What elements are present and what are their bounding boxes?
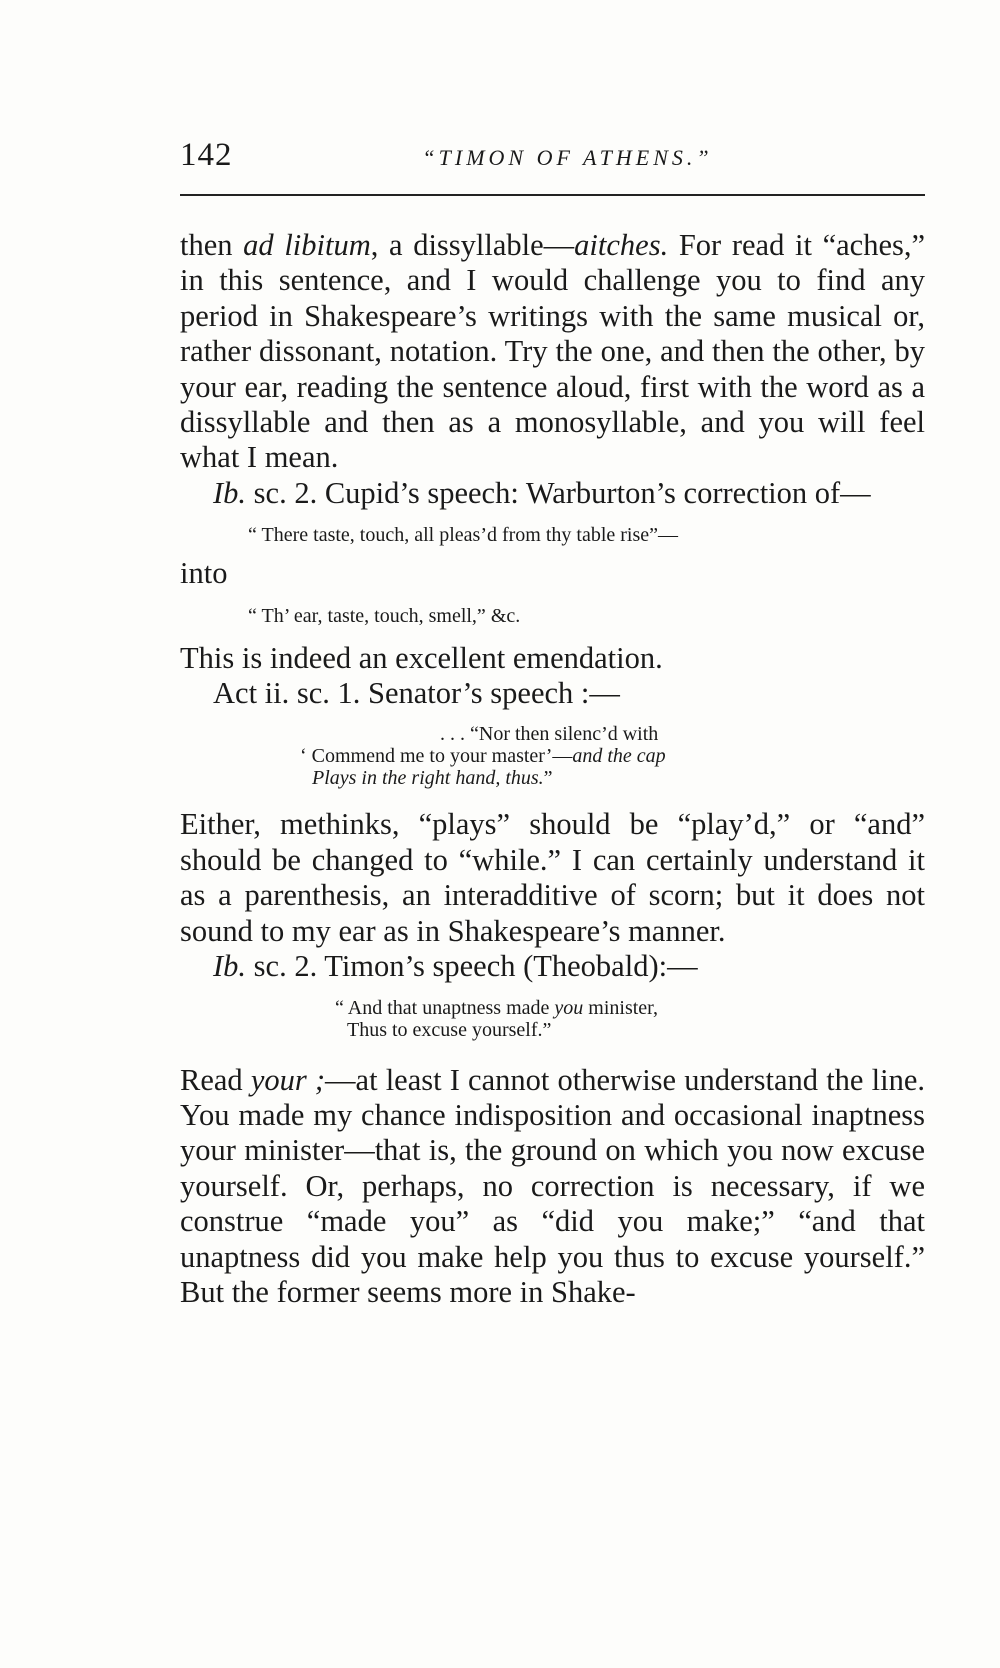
quote-line [300, 745, 925, 767]
block-quote-3 [180, 723, 925, 789]
running-title: “TIMON OF ATHENS.” [422, 145, 713, 170]
text-run: ‘ Commend me to your master’— [300, 745, 573, 768]
text-run: —at least I cannot otherwise understand the line. You made my chance indisposition and occasional inaptness your minister—that is, the ground on which you now excuse yourself. Or, perhaps, no correction is necessary, if we construe “made you” as “did you make;” “and that unaptness did you make help you thus to excuse yourself.” But the former seems more in Shake- [180, 1062, 925, 1309]
paragraph-3: This is indeed an excellent emendation. [180, 640, 663, 675]
text-run: “ And that unaptness made [335, 996, 555, 1019]
paragraph-2 [180, 476, 925, 511]
paragraph-into: into [180, 556, 228, 591]
italic-run: aitches. [574, 228, 669, 262]
italic-run: ad libitum [243, 228, 371, 262]
italic-run: Plays in the right hand, thus. [312, 767, 544, 790]
text-run: minister, [583, 996, 659, 1019]
text-run: Read [180, 1062, 251, 1097]
quote-line [300, 767, 925, 789]
italic-run: Ib. [213, 949, 247, 984]
block-quote-4 [180, 997, 925, 1041]
italic-run: your ; [250, 1062, 326, 1097]
quote-line [335, 997, 925, 1019]
page-header [180, 137, 925, 177]
header-rule [180, 194, 925, 196]
block-quote-1: “ There taste, touch, all pleas’d from thy table rise”— [248, 524, 679, 547]
paragraph-4: Act ii. sc. 1. Senator’s speech :— [213, 676, 620, 711]
text-run: then [180, 228, 244, 262]
text-run: For read it “aches,” in this sentence, and I would challenge you to find any period in Shakespeare’s writings with the same musical or, rather dissonant, notation. Try the one, and then the other, by your ear, reading the sentence aloud, first with the word as a dissyllable and then as a monosyllable, and you will feel what I mean. [180, 228, 926, 475]
quote-line: Thus to excuse yourself.” [347, 1018, 552, 1041]
paragraph-6 [180, 949, 925, 984]
quote-line: . . . “Nor then silenc’d with [440, 723, 659, 746]
italic-run: Ib. [213, 475, 247, 510]
paragraph-5: Either, methinks, “plays” should be “play’d,” or “and” should be changed to “while.” I can certainly understand it as a parenthesis, an interadditive of scorn; but it does not sound to my ear as in Shakespeare’s manner. [180, 807, 925, 948]
page-number: 142 [180, 137, 233, 173]
text-run: ” [543, 767, 553, 790]
text-run: , a dissyllable— [370, 228, 575, 262]
paragraph-7 [180, 1063, 925, 1311]
block-quote-2: “ Th’ ear, taste, touch, smell,” &c. [248, 604, 521, 627]
italic-run: and the cap [572, 745, 666, 768]
paragraph-1 [180, 228, 925, 476]
text-run: sc. 2. Cupid’s speech: Warburton’s correction of— [246, 475, 871, 510]
italic-run: you [554, 996, 584, 1019]
body-text [180, 228, 925, 1310]
text-run: sc. 2. Timon’s speech (Theobald):— [246, 949, 698, 984]
